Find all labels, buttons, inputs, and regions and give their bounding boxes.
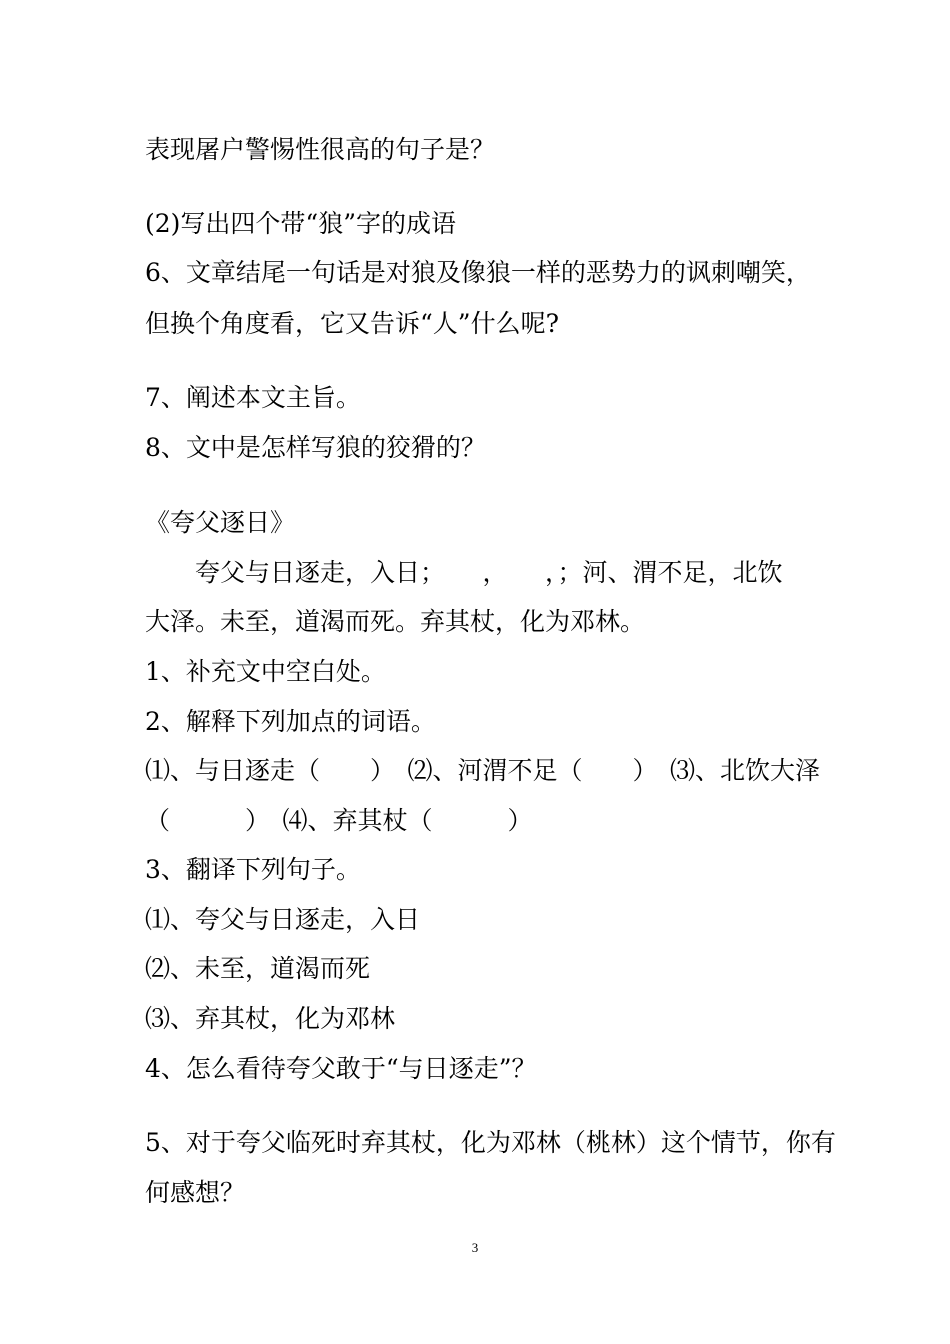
question-text: 5、对于夸父临死时弃其杖，化为邓林（桃林）这个情节，你有	[145, 1128, 836, 1157]
question-text: 3、翻译下列句子。	[145, 855, 361, 884]
question-items: ⑴、夸父与日逐走，入日	[145, 905, 421, 934]
section-title: 《夸父逐日》	[145, 508, 296, 537]
question-text: 2、解释下列加点的词语。	[145, 707, 436, 736]
question-text: 表现屠户警惕性很高的句子是？	[145, 135, 496, 164]
question-items: ⑵、未至，道渴而死	[145, 954, 371, 983]
question-items: ⑶、弃其杖，化为邓林	[145, 1004, 396, 1033]
question-text: 6、文章结尾一句话是对狼及像狼一样的恶势力的讽刺嘲笑，	[145, 258, 811, 287]
question-items: ⑴、与日逐走（ ） ⑵、河渭不足（ ） ⑶、北饮大泽	[145, 756, 821, 785]
question-text: 但换个角度看，它又告诉“人”什么呢?	[145, 309, 559, 338]
passage-text: 夸父与日逐走，入日； ， ，；河、渭不足，北饮	[145, 558, 783, 587]
question-text: 4、怎么看待夸父敢于“与日逐走”？	[145, 1054, 537, 1083]
question-text: 何感想？	[145, 1178, 246, 1207]
question-items: （ ） ⑷、弃其杖（ ）	[145, 806, 533, 835]
question-text: 8、文中是怎样写狼的狡猾的？	[145, 433, 486, 462]
question-text: 7、阐述本文主旨。	[145, 383, 361, 412]
question-text: (2)写出四个带“狼”字的成语	[145, 209, 456, 238]
passage-text: 大泽。未至，道渴而死。弃其杖，化为邓林。	[145, 607, 646, 636]
page-number: 3	[471, 1240, 479, 1255]
question-text: 1、补充文中空白处。	[145, 657, 386, 686]
